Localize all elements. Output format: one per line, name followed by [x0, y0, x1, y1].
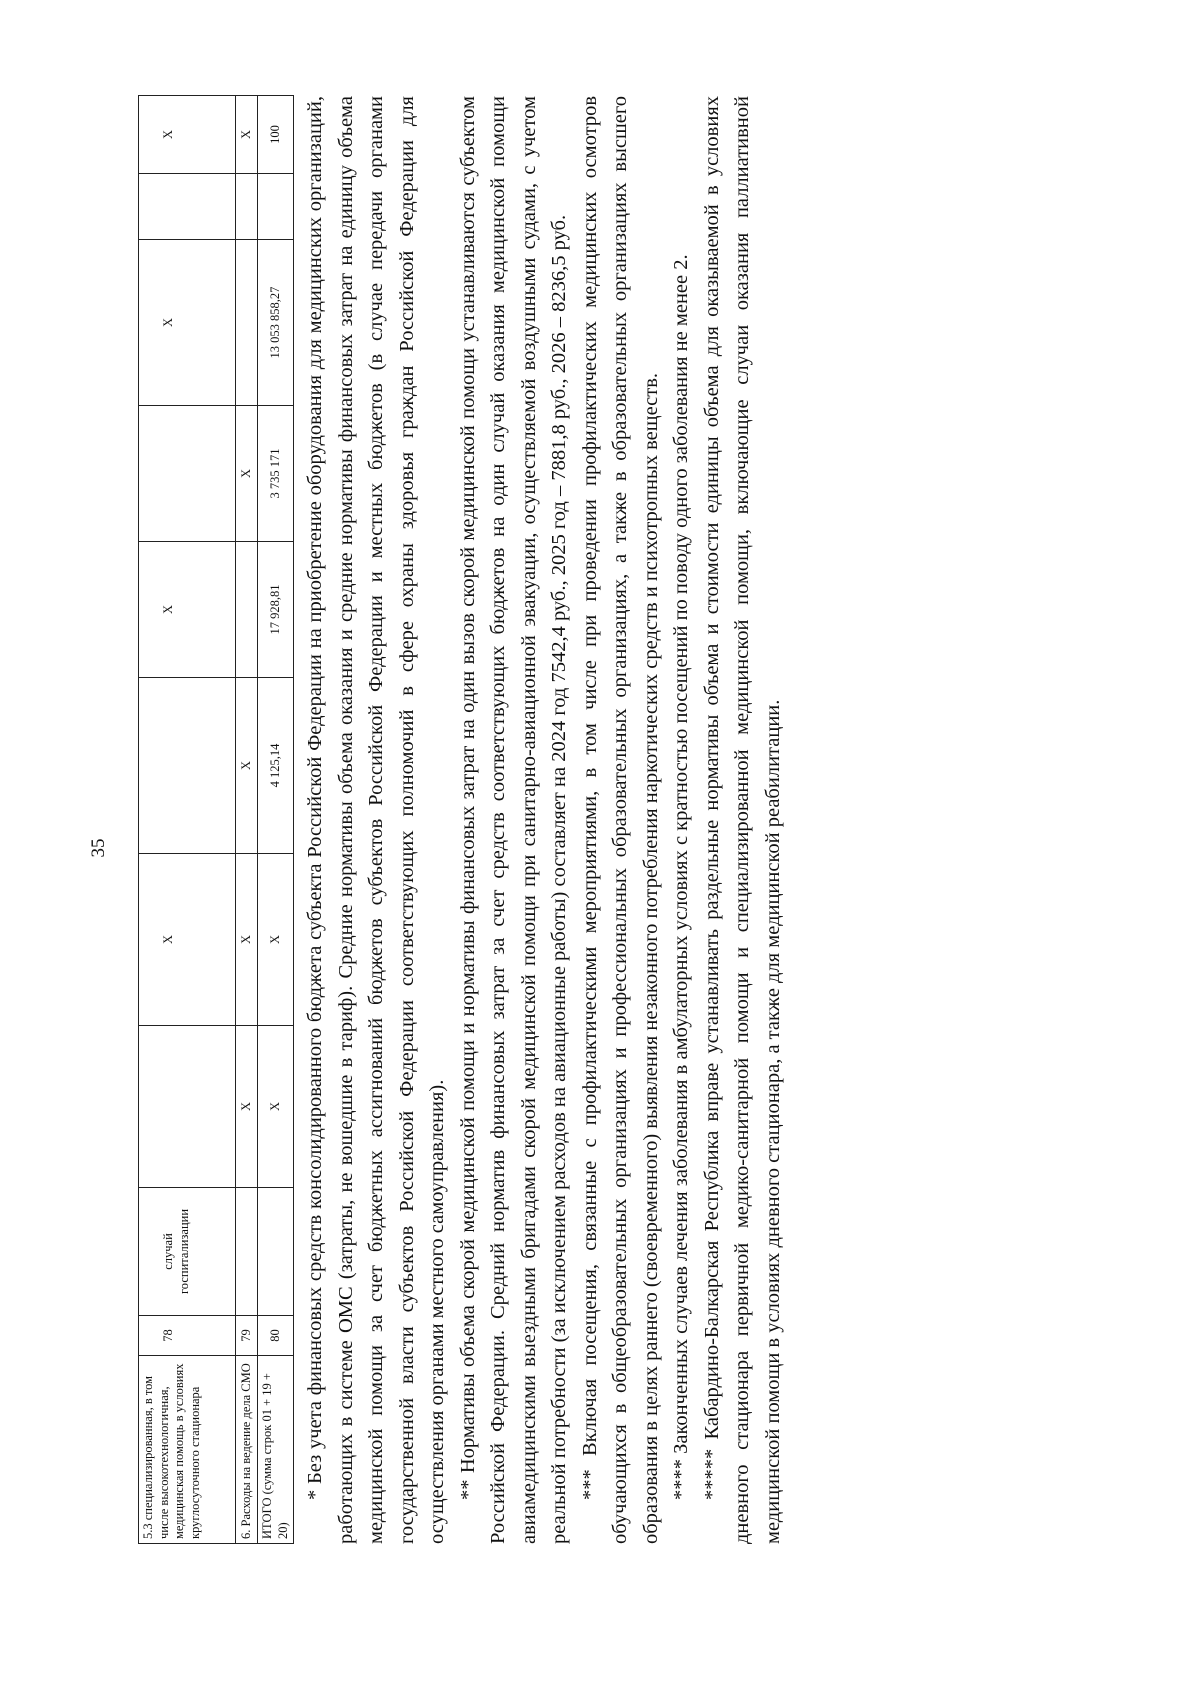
row-number: 80 — [258, 1316, 294, 1356]
table-cell — [139, 678, 236, 854]
table-cell — [236, 542, 258, 678]
table-cell: 4 125,14 — [258, 678, 294, 854]
footnote-3: *** Включая посещения, связанные с профилактическими мероприятиями, в том числе при проведении профилактических медицинских осмотров обучающихся в общеобразовательных организациях и профессиональных образовательных организациях, а также в образовательных организациях высшего образования в целях раннего (своевременного) выявления незаконного потребления наркотических средств и психотропных веществ. — [578, 96, 662, 1544]
table-row — [236, 96, 258, 1544]
table-cell — [139, 174, 236, 240]
table-row — [139, 96, 236, 1544]
table-cell: 13 053 858,27 — [258, 240, 294, 406]
footnote-1: * Без учета финансовых средств консолидированного бюджета субъекта Российской Федерации на приобретение оборудования для медицинских организаций, работающих в системе ОМС (затраты, не вошедшие в тариф). Средние нормативы объема оказания и средние нормативы финансовых затрат на единицу объема медицинской помощи за счет бюджетных ассигнований бюджетов субъектов Российской Федерации и местных бюджетов (в случае передачи органами государственной власти субъектов Российской Федерации соответствующих полномочий в сфере охраны здоровья граждан Российской Федерации для осуществления органами местного самоуправления). — [304, 96, 448, 1544]
table-cell: X — [139, 542, 236, 678]
table-cell — [139, 1026, 236, 1188]
unit-cell — [258, 1188, 294, 1316]
table-cell — [236, 174, 258, 240]
table-cell: X — [258, 854, 294, 1026]
row-label: 5.3 специализированная, в том числе высокотехнологичная, медицинская помощь в условиях круглосуточного стационара — [139, 1356, 236, 1544]
page-number: 35 — [88, 838, 109, 858]
unit-cell: случай госпитализации — [139, 1188, 236, 1316]
footnote-5: ***** Кабардино-Балкарская Республика вправе устанавливать раздельные нормативы объема и стоимости единицы объема для оказываемой в условиях дневного стационара первичной медико-санитарной помощи и специализированной медицинской помощи, включающие случаи оказания паллиативной медицинской помощи в условиях дневного стационара, а также для медицинской реабилитации. — [700, 96, 784, 1544]
table-cell: X — [236, 96, 258, 174]
table-cell — [236, 240, 258, 406]
table-cell — [258, 174, 294, 240]
table-cell: X — [139, 854, 236, 1026]
row-number: 79 — [236, 1316, 258, 1356]
row-label: ИТОГО (сумма строк 01 + 19 + 20) — [258, 1356, 294, 1544]
table-cell: X — [139, 240, 236, 406]
table-cell: 3 735 171 — [258, 406, 294, 542]
table-cell: 100 — [258, 96, 294, 174]
table-cell — [139, 406, 236, 542]
table-cell: X — [236, 406, 258, 542]
footnotes — [300, 96, 788, 1544]
table-row — [258, 96, 294, 1544]
table-cell: 17 928,81 — [258, 542, 294, 678]
row-label: 6. Расходы на ведение дела СМО — [236, 1356, 258, 1544]
table-cell: X — [236, 1026, 258, 1188]
row-number: 78 — [139, 1316, 236, 1356]
unit-cell — [236, 1188, 258, 1316]
table-cell: X — [236, 678, 258, 854]
financing-table — [138, 95, 294, 1544]
table-cell: X — [139, 96, 236, 174]
table-cell: X — [258, 1026, 294, 1188]
table-cell: X — [236, 854, 258, 1026]
footnote-2: ** Нормативы объема скорой медицинской помощи и нормативы финансовых затрат на один вызов скорой медицинской помощи устанавливаются субъектом Российской Федерации. Средний норматив финансовых затрат за счет средств соответствующих бюджетов на один случай оказания медицинской помощи авиамедицинскими выездными бригадами скорой медицинской помощи при санитарно-авиационной эвакуации, осуществляемой воздушными судами, с учетом реальной потребности (за исключением расходов на авиационные работы) составляет на 2024 год 7542,4 руб., 2025 год – 7881,8 руб., 2026 – 8236,5 руб. — [456, 96, 570, 1544]
footnote-4: **** Законченных случаев лечения заболевания в амбулаторных условиях с кратностью посещений по поводу одного заболевания не менее 2. — [670, 254, 692, 1500]
